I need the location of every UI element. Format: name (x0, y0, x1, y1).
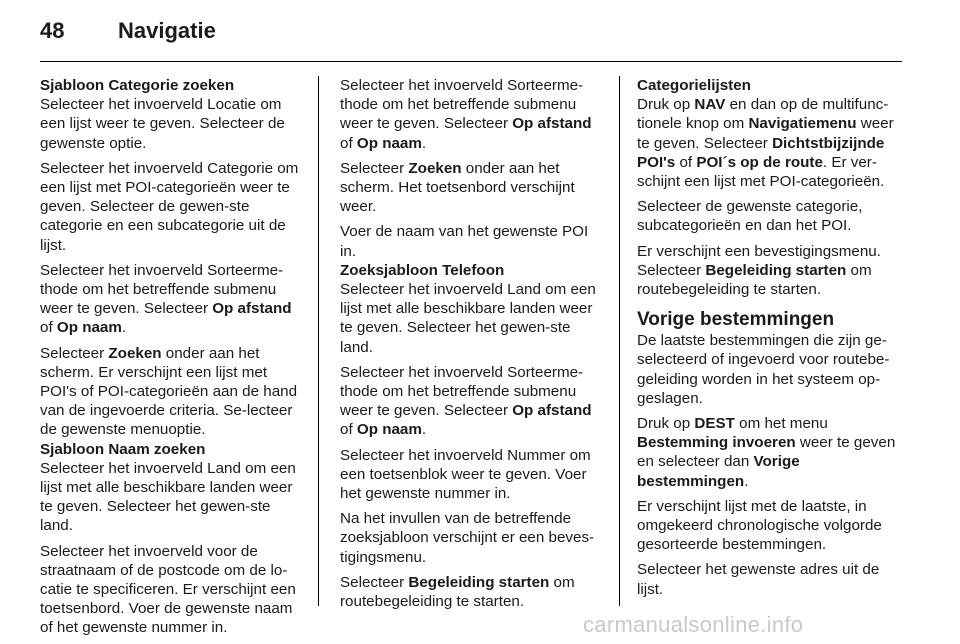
paragraph: Voer de naam van het gewenste POI in. (340, 223, 589, 260)
paragraph (637, 95, 903, 191)
text: . Er ver-schijnt een lijst met POI-categorieën. (637, 153, 885, 191)
column-divider (619, 76, 620, 606)
paragraph: Na het invullen van de betreffende zoeksjabloon verschijnt er een beves-tigingsmenu. (340, 510, 595, 566)
menu-term: Navigatiemenu (748, 115, 857, 133)
paragraph: Selecteer het invoerveld voor de straatnaam of de postcode om de lo-catie te specificeren. Er verschijnt een toetsenbord. Voer de gewenste naam of het gewenste nummer in. (40, 542, 296, 637)
text: Selecteer (340, 159, 409, 177)
watermark: carmanualsonline.info (583, 612, 804, 637)
text: Selecteer het invoerveld Sorteerme-thode om het betreffende submenu weer te geven. Selecteer (40, 261, 284, 318)
text: Selecteer (340, 573, 409, 591)
paragraph: De laatste bestemmingen die zijn ge-selecteerd of ingevoerd voor routebe-geleiding worden in het systeem op-geslagen. (637, 332, 890, 407)
paragraph (340, 573, 606, 611)
paragraph (637, 414, 903, 491)
header-rule (40, 61, 902, 62)
text: . (421, 134, 427, 152)
section-category-search (40, 76, 306, 95)
menu-term: Op naam (356, 134, 422, 152)
text: . (421, 421, 427, 439)
paragraph: Selecteer het invoerveld Categorie om een lijst met POI-categorieën weer te geven. Selecteer de gewen-ste categorie en een subcategorie uit de lijst. (40, 159, 299, 254)
paragraph: Selecteer het invoerveld Nummer om een toetsenblok weer te geven. Voer het gewenste nummer in. (340, 446, 591, 503)
menu-term: POI´s op de route (696, 153, 823, 171)
paragraph: Er verschijnt lijst met de laatste, in omgekeerd chronologische volgorde gesorteerde bestemmingen. (637, 497, 882, 554)
text: of (340, 421, 357, 439)
page-title: Navigatie (118, 18, 216, 43)
menu-term: Begeleiding starten (705, 261, 847, 279)
section-title: Vorige bestemmingen (637, 309, 835, 331)
text: Druk op (637, 415, 695, 433)
text: weer te geven en selecteer dan (637, 434, 896, 471)
paragraph (340, 159, 606, 217)
section-heading: Categorielijsten (637, 77, 751, 94)
text: Selecteer (40, 344, 109, 362)
text: . (121, 319, 127, 337)
column-1 (40, 76, 306, 644)
paragraph: Selecteer het invoerveld Land om een lijst met alle beschikbare landen weer te geven. Selecteer het gewen-ste land. (40, 459, 296, 535)
section-heading: Sjabloon Categorie zoeken (40, 77, 235, 94)
text: weer te geven. Selecteer (637, 115, 894, 152)
menu-term: Zoeken (408, 159, 462, 177)
text: of (675, 153, 697, 171)
menu-term: Zoeken (108, 344, 162, 362)
section-heading: Zoeksjabloon Telefoon (340, 261, 505, 279)
text: of (40, 319, 57, 337)
menu-term: Dichtstbijzijnde POI's (637, 134, 885, 171)
section-heading: Sjabloon Naam zoeken (40, 440, 206, 458)
paragraph (40, 261, 306, 338)
text: om routebegeleiding te starten. (340, 573, 575, 611)
column-divider (318, 76, 319, 606)
text: Selecteer het invoerveld Sorteerme-thode om het betreffende submenu weer te geven. Selecteer (340, 363, 584, 420)
paragraph: Selecteer het invoerveld Locatie om een lijst weer te geven. Selecteer de gewenste optie. (40, 96, 285, 152)
page-number: 48 (40, 18, 65, 43)
text: en dan op de multifunc-tionele knop om (637, 96, 889, 133)
text: . (744, 472, 749, 490)
page-header (40, 18, 216, 48)
menu-term: Op afstand (212, 300, 292, 318)
menu-term: NAV (694, 96, 726, 114)
menu-term: Vorige bestemmingen (637, 453, 800, 490)
menu-term: Bestemming invoeren (637, 434, 796, 452)
text: om het menu (734, 415, 828, 433)
menu-term: Op naam (356, 421, 422, 439)
paragraph: Selecteer het gewenste adres uit de lijst. (637, 561, 880, 598)
text: om routebegeleiding te starten. (637, 261, 872, 299)
menu-term: Op afstand (512, 402, 592, 420)
text: of (340, 134, 357, 152)
menu-term: Op naam (56, 319, 122, 337)
paragraph (40, 344, 306, 440)
text: onder aan het scherm. Het toetsenbord verschijnt weer. (340, 159, 575, 216)
menu-term: Begeleiding starten (408, 573, 550, 591)
paragraph: Selecteer het invoerveld Land om een lijst met alle beschikbare landen weer te geven. Selecteer het gewen-ste land. (340, 281, 596, 356)
text: Selecteer het invoerveld Sorteerme-thode om het betreffende submenu weer te geven. Selecteer (340, 77, 584, 133)
text: onder aan het scherm. Er verschijnt een lijst met POI's of POI-categorieën aan de hand van de ingevoerde criteria. Se-lecteer de gewenste menuoptie. (40, 344, 298, 439)
paragraph (340, 76, 606, 153)
paragraph: Selecteer de gewenste categorie, subcategorieën en dan het POI. (637, 198, 863, 235)
text: Druk op (637, 96, 695, 114)
column-3 (637, 76, 903, 605)
menu-term: Op afstand (512, 115, 592, 133)
column-2 (340, 76, 606, 617)
paragraph (340, 363, 606, 440)
paragraph (637, 242, 903, 300)
menu-term: DEST (694, 415, 735, 433)
text: Er verschijnt een bevestigingsmenu. Selecteer (637, 242, 881, 279)
